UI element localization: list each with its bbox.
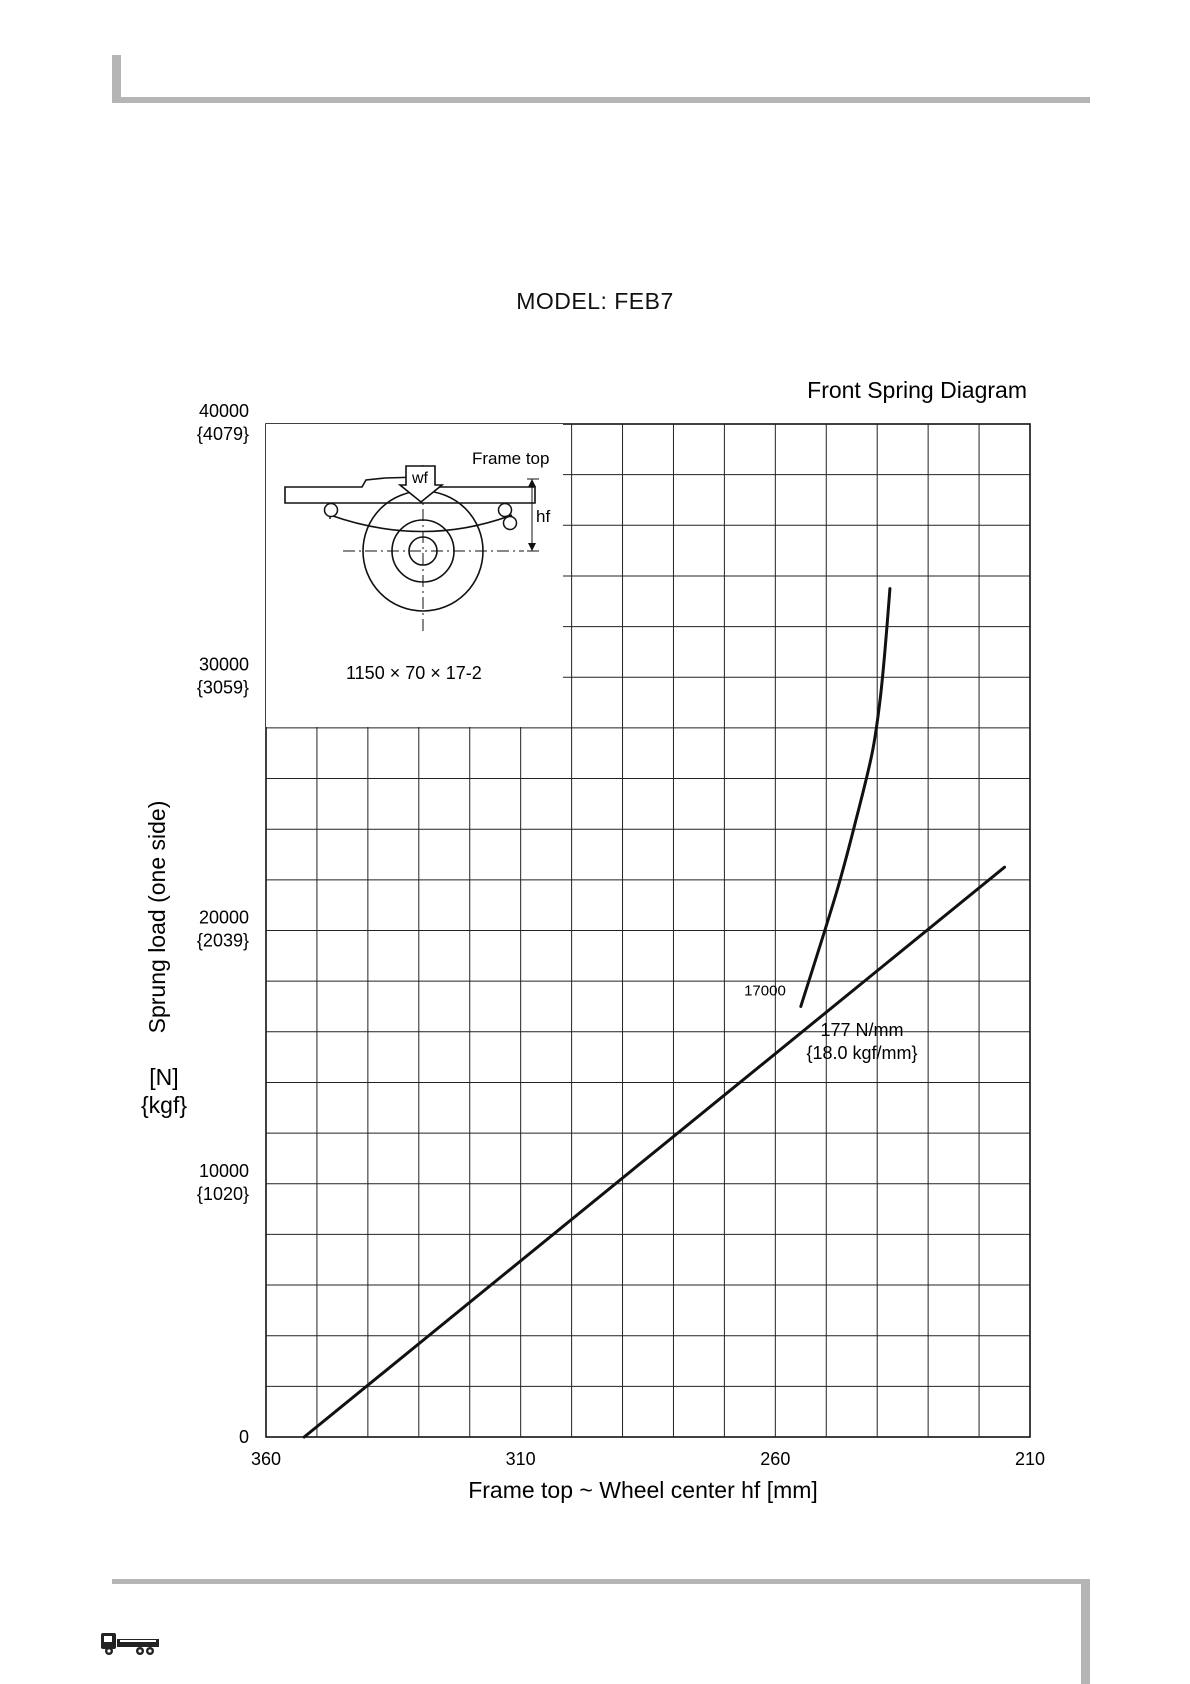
- load-label: wf: [412, 470, 428, 487]
- spring-rate-kgf-label: {18.0 kgf/mm}: [806, 1043, 918, 1063]
- truck-icon: [100, 1630, 160, 1658]
- y-axis-unit-kgf: {kgf}: [140, 1092, 188, 1118]
- y-tick-sublabel: {3059}: [196, 677, 249, 698]
- chart-title: Front Spring Diagram: [807, 377, 1027, 403]
- spring-spec-label: 1150 × 70 × 17-2: [346, 663, 482, 683]
- spring-eye-rear: [499, 504, 512, 517]
- height-label: hf: [536, 507, 551, 526]
- x-axis-label: Frame top ~ Wheel center hf [mm]: [468, 1477, 818, 1503]
- y-tick-label: 0: [238, 1427, 249, 1447]
- frame-top-label: Frame top: [472, 449, 550, 468]
- x-tick-label: 210: [1014, 1449, 1046, 1469]
- y-tick-sublabel: {1020}: [196, 1183, 249, 1204]
- break-point-label: 17000: [744, 982, 786, 1000]
- series-line-2: [801, 589, 890, 1007]
- shackle-eye: [504, 517, 517, 530]
- y-tick-label: 10000: [198, 1160, 249, 1181]
- y-tick-label: 30000: [198, 654, 249, 675]
- y-tick-sublabel: {2039}: [196, 930, 249, 951]
- spring-eye-front: [325, 504, 338, 517]
- spring-rate-label: 177 N/mm: [820, 1020, 904, 1040]
- x-tick-label: 360: [250, 1449, 282, 1469]
- x-tick-label: 260: [760, 1449, 791, 1469]
- x-tick-label: 310: [505, 1449, 536, 1469]
- y-tick-sublabel: {4079}: [196, 424, 249, 444]
- y-tick-label: 40000: [198, 401, 249, 421]
- y-tick-label: 20000: [198, 907, 249, 928]
- y-axis-label: Sprung load (one side): [144, 800, 170, 1034]
- model-title: MODEL: FEB7: [516, 288, 674, 314]
- series-line-1: [304, 867, 1004, 1437]
- footer-bar-right: [1081, 1579, 1090, 1684]
- spring-inset-diagram: [266, 424, 563, 727]
- y-axis-unit-n: [N]: [149, 1064, 179, 1090]
- footer-bar-top: [112, 1579, 1088, 1584]
